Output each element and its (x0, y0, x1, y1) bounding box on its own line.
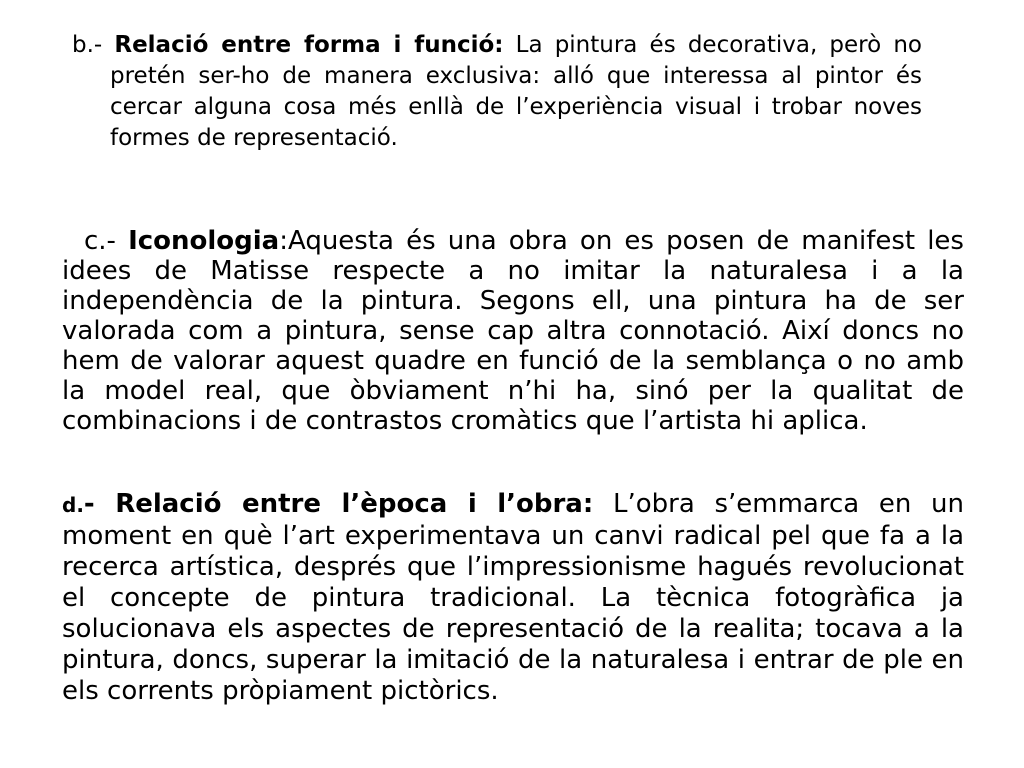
section-c-body: :Aquesta és una obra on es posen de manifest les idees de Matisse respecte a no imitar la naturalesa i a la independència de la pintura. Segons ell, una pintura ha de ser valorada com a pintura, sense cap altra connotació. Així doncs no hem de valorar aquest quadre en funció de la semblança o no amb la model real, que òbviament n’hi ha, sinó per la qualitat de combinacions i de contrastos cromàtics que l’artista hi aplica. (62, 226, 964, 436)
paragraph-era-work (62, 489, 964, 707)
section-b-heading: Relació entre forma i funció: (114, 32, 504, 58)
section-c-heading: Iconologia (128, 226, 280, 256)
section-c-prefix: c.- (84, 226, 129, 256)
section-d-body: L’obra s’emmarca en un moment en què l’art experimentava un canvi radical pel que fa a la recerca artística, després que l’impressionisme hagués revolucionat el concepte de pintura tradicional. La tècnica fotogràfica ja solucionava els aspectes de representació de la realita; tocava a la pintura, doncs, superar la imitació de la naturalesa i entrar de ple en els corrents pròpiament pictòrics. (62, 489, 965, 706)
section-b-body: La pintura és decorativa, però no pretén ser-ho de manera exclusiva: alló que interessa al pintor és cercar alguna cosa més enllà de l’experiència visual i trobar noves formes de representació. (110, 32, 922, 151)
paragraph-form-function (72, 30, 922, 154)
paragraph-iconology (62, 226, 964, 436)
section-b-prefix: b.- (72, 32, 115, 58)
section-d-prefix: d. (62, 493, 84, 517)
section-d-heading: - Relació entre l’època i l’obra: (83, 489, 594, 519)
